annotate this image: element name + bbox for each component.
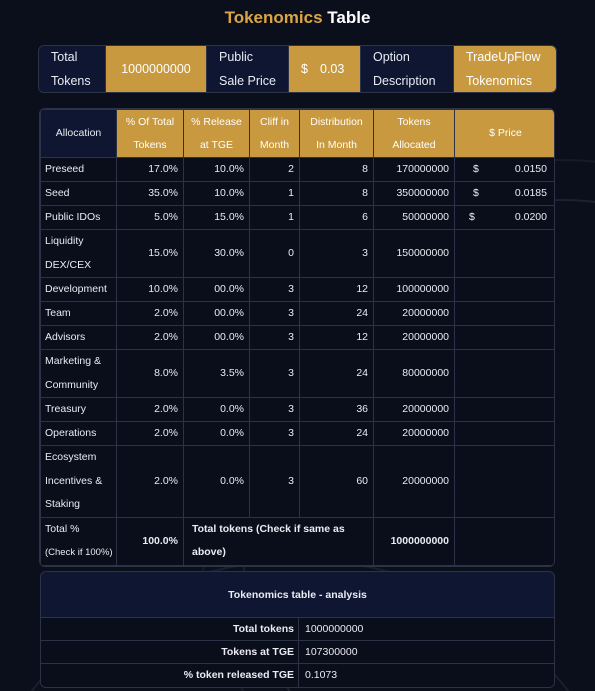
release-cell: 00.0% <box>184 278 250 302</box>
cliff-cell: 1 <box>250 182 300 206</box>
cliff-cell: 3 <box>250 278 300 302</box>
pct-cell: 5.0% <box>117 206 184 230</box>
pct-cell: 2.0% <box>117 326 184 350</box>
table-row <box>41 278 556 302</box>
public-sale-value: $ 0.03 <box>289 46 361 92</box>
table-row <box>41 326 556 350</box>
cliff-cell: 1 <box>250 206 300 230</box>
analysis-value: 107300000 <box>299 641 554 663</box>
tokens-cell: 80000000 <box>374 350 455 398</box>
tokens-cell: 50000000 <box>374 206 455 230</box>
analysis-key: % token released TGE <box>41 664 299 687</box>
option-value: TradeUpFlow Tokenomics <box>454 46 556 92</box>
allocation-name: Ecosystem Incentives & Staking <box>41 446 117 518</box>
allocation-name: Development <box>41 278 117 302</box>
tokens-cell: 350000000 <box>374 182 455 206</box>
price-cell <box>455 398 556 422</box>
price-cell <box>455 230 556 278</box>
tokens-cell: 20000000 <box>374 422 455 446</box>
tokens-cell: 150000000 <box>374 230 455 278</box>
dist-cell: 60 <box>300 446 374 518</box>
dist-cell: 24 <box>300 422 374 446</box>
allocation-name: Advisors <box>41 326 117 350</box>
dist-cell: 24 <box>300 302 374 326</box>
dist-cell: 12 <box>300 326 374 350</box>
dist-cell: 8 <box>300 158 374 182</box>
release-cell: 30.0% <box>184 230 250 278</box>
cliff-cell: 3 <box>250 422 300 446</box>
pct-cell: 2.0% <box>117 446 184 518</box>
dist-cell: 8 <box>300 182 374 206</box>
price-cell <box>455 278 556 302</box>
dist-cell: 12 <box>300 278 374 302</box>
dist-cell: 3 <box>300 230 374 278</box>
cliff-cell: 0 <box>250 230 300 278</box>
total-tokens-label: Total Tokens <box>39 46 106 92</box>
pct-cell: 35.0% <box>117 182 184 206</box>
tokens-cell: 20000000 <box>374 398 455 422</box>
header-release: % Release at TGE <box>184 110 250 158</box>
table-row <box>41 230 556 278</box>
header-distribution: Distribution In Month <box>300 110 374 158</box>
dist-cell: 24 <box>300 350 374 398</box>
allocation-name: Preseed <box>41 158 117 182</box>
option-label: Option Description <box>361 46 454 92</box>
total-label: Total % (Check if 100%) <box>41 517 117 565</box>
cliff-cell: 3 <box>250 398 300 422</box>
tokens-cell: 20000000 <box>374 446 455 518</box>
table-row <box>41 422 556 446</box>
price-cell: $ 0.0150 <box>455 158 556 182</box>
price-cell <box>455 517 556 565</box>
allocation-name: Liquidity DEX/CEX <box>41 230 117 278</box>
analysis-row <box>41 641 554 664</box>
pct-cell: 10.0% <box>117 278 184 302</box>
pct-cell: 17.0% <box>117 158 184 182</box>
price-cell <box>455 446 556 518</box>
total-tokens-value: 1000000000 <box>106 46 207 92</box>
summary-strip <box>38 45 557 93</box>
release-cell: 0.0% <box>184 446 250 518</box>
allocation-name: Team <box>41 302 117 326</box>
total-tokens: 1000000000 <box>374 517 455 565</box>
analysis-value: 0.1073 <box>299 664 554 687</box>
tokens-cell: 20000000 <box>374 302 455 326</box>
analysis-key: Tokens at TGE <box>41 641 299 663</box>
table-row <box>41 206 556 230</box>
analysis-value: 1000000000 <box>299 618 554 640</box>
allocation-name: Marketing & Community <box>41 350 117 398</box>
page-title: Tokenomics Table <box>224 8 371 27</box>
header-tokens: Tokens Allocated <box>374 110 455 158</box>
public-sale-label: Public Sale Price <box>207 46 289 92</box>
release-cell: 15.0% <box>184 206 250 230</box>
pct-cell: 2.0% <box>117 422 184 446</box>
header-cliff: Cliff in Month <box>250 110 300 158</box>
release-cell: 00.0% <box>184 302 250 326</box>
tokens-cell: 20000000 <box>374 326 455 350</box>
table-row <box>41 350 556 398</box>
tokens-cell: 100000000 <box>374 278 455 302</box>
pct-cell: 8.0% <box>117 350 184 398</box>
table-row <box>41 182 556 206</box>
price-cell <box>455 350 556 398</box>
table-row <box>41 302 556 326</box>
total-row <box>41 517 556 565</box>
dist-cell: 36 <box>300 398 374 422</box>
price-cell <box>455 326 556 350</box>
pct-cell: 2.0% <box>117 398 184 422</box>
release-cell: 0.0% <box>184 422 250 446</box>
release-cell: 0.0% <box>184 398 250 422</box>
total-check-label: Total tokens (Check if same as above) <box>184 517 374 565</box>
table-row <box>41 446 556 518</box>
allocation-name: Seed <box>41 182 117 206</box>
release-cell: 10.0% <box>184 182 250 206</box>
header-pct: % Of Total Tokens <box>117 110 184 158</box>
pct-cell: 2.0% <box>117 302 184 326</box>
table-row <box>41 398 556 422</box>
header-allocation: Allocation <box>41 110 117 158</box>
tokenomics-table <box>39 108 555 567</box>
cliff-cell: 3 <box>250 302 300 326</box>
price-cell: $ 0.0200 <box>455 206 556 230</box>
allocation-name: Public IDOs <box>41 206 117 230</box>
cliff-cell: 2 <box>250 158 300 182</box>
table-row <box>41 158 556 182</box>
cliff-cell: 3 <box>250 350 300 398</box>
cliff-cell: 3 <box>250 326 300 350</box>
pct-cell: 15.0% <box>117 230 184 278</box>
allocation-name: Operations <box>41 422 117 446</box>
analysis-table <box>40 571 555 688</box>
price-cell <box>455 422 556 446</box>
release-cell: 3.5% <box>184 350 250 398</box>
allocation-name: Treasury <box>41 398 117 422</box>
tokens-cell: 170000000 <box>374 158 455 182</box>
header-price: $ Price <box>455 110 556 158</box>
analysis-key: Total tokens <box>41 618 299 640</box>
analysis-title: Tokenomics table - analysis <box>41 572 554 618</box>
release-cell: 00.0% <box>184 326 250 350</box>
price-cell <box>455 302 556 326</box>
price-cell: $ 0.0185 <box>455 182 556 206</box>
analysis-row <box>41 664 554 687</box>
total-pct: 100.0% <box>117 517 184 565</box>
release-cell: 10.0% <box>184 158 250 182</box>
cliff-cell: 3 <box>250 446 300 518</box>
dist-cell: 6 <box>300 206 374 230</box>
analysis-row <box>41 618 554 641</box>
